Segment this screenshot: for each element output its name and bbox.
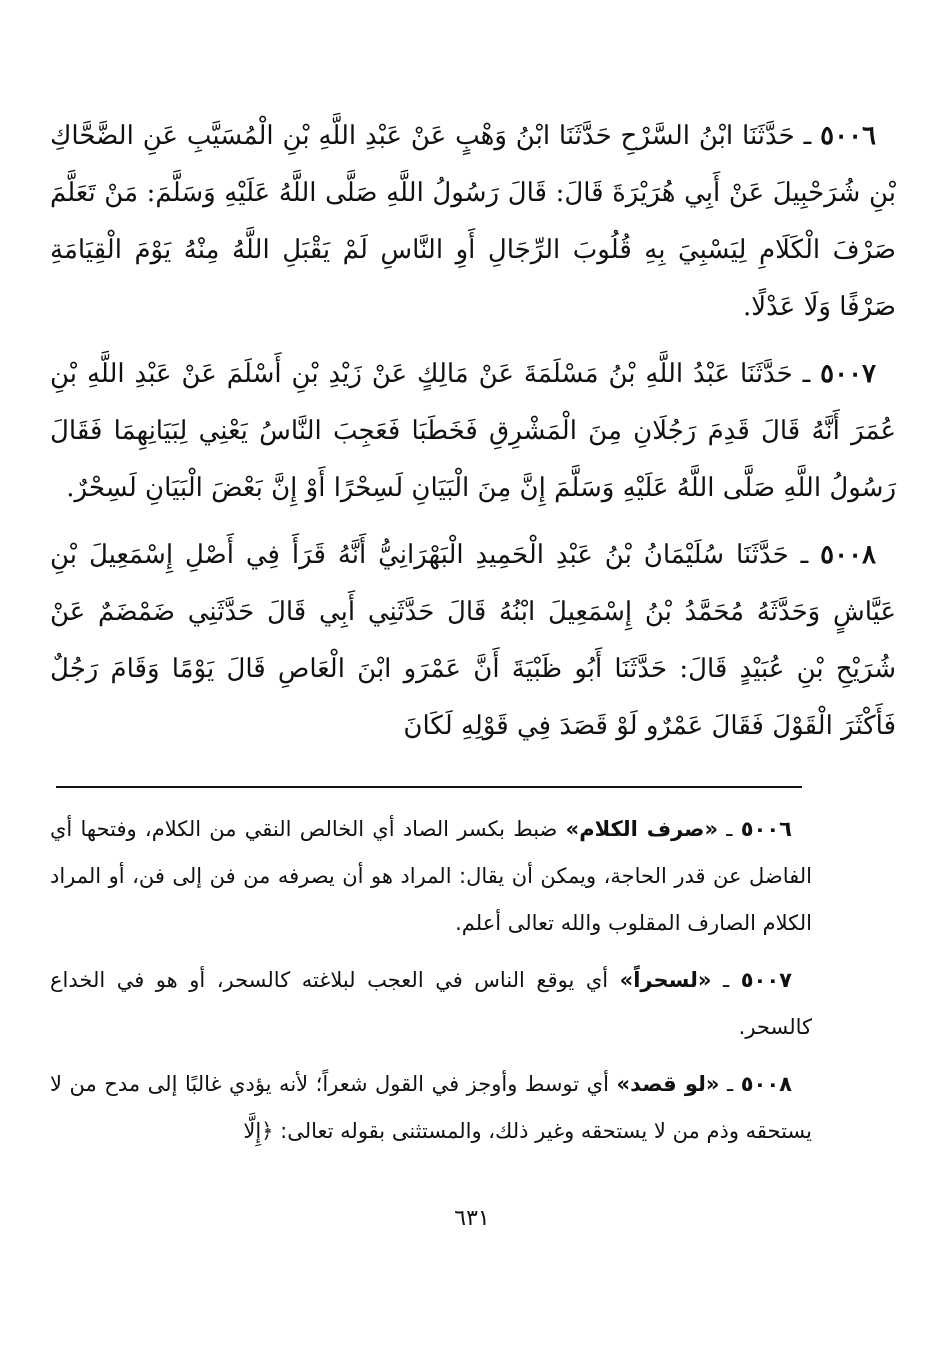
- footnote-term: «لو قصد»: [616, 1072, 720, 1096]
- hadith-paragraph: [50, 346, 896, 517]
- footnote-dash: ـ: [726, 817, 733, 841]
- hadith-paragraph: [50, 108, 896, 336]
- hadith-paragraph: [50, 527, 896, 755]
- hadith-text: ـ حَدَّثَنَا سُلَيْمَانُ بْنُ عَبْدِ الْحَمِيدِ الْبَهْرَانِيُّ أَنَّهُ قَرَأَ فِي أَصْلِ إِسْمَعِيلَ بْنِ عَيَّاشٍ وَحَدَّثَهُ مُحَمَّدُ بْنُ إِسْمَعِيلَ ابْنُهُ قَالَ حَدَّثَنِي أَبِي قَالَ حَدَّثَنِي ضَمْضَمٌ عَنْ شُرَيْحِ بْنِ عُبَيْدٍ قَالَ: حَدَّثَنَا أَبُو ظَبْيَةَ أَنَّ عَمْرَو ابْنَ الْعَاصِ قَالَ يَوْمًا وَقَامَ رَجُلٌ فَأَكْثَرَ الْقَوْلَ فَقَالَ عَمْرٌو لَوْ قَصَدَ فِي قَوْلِهِ لَكَانَ: [50, 540, 896, 741]
- footnote-number: ٥٠٠٧: [740, 968, 792, 992]
- hadith-text: ـ حَدَّثَنَا ابْنُ السَّرْحِ حَدَّثَنَا ابْنُ وَهْبٍ عَنْ عَبْدِ اللَّهِ بْنِ الْمُسَيَّبِ عَنِ الضَّحَّاكِ بْنِ شُرَحْبِيلَ عَنْ أَبِي هُرَيْرَةَ قَالَ: قَالَ رَسُولُ اللَّهِ صَلَّى اللَّهُ عَلَيْهِ وَسَلَّمَ: مَنْ تَعَلَّمَ صَرْفَ الْكَلَامِ لِيَسْبِيَ بِهِ قُلُوبَ الرِّجَالِ أَوِ النَّاسِ لَمْ يَقْبَلِ اللَّهُ مِنْهُ يَوْمَ الْقِيَامَةِ صَرْفًا وَلَا عَدْلًا.: [50, 121, 896, 322]
- footnote-paragraph: [50, 806, 812, 947]
- footnote-dash: ـ: [727, 1072, 734, 1096]
- footnote-paragraph: [50, 1061, 812, 1155]
- hadith-text-block: [50, 108, 896, 765]
- footnote-paragraph: [50, 957, 812, 1051]
- hadith-text: ـ حَدَّثَنَا عَبْدُ اللَّهِ بْنُ مَسْلَمَةَ عَنْ مَالِكٍ عَنْ زَيْدِ بْنِ أَسْلَمَ عَنْ عَبْدِ اللَّهِ بْنِ عُمَرَ أَنَّهُ قَالَ قَدِمَ رَجُلَانِ مِنَ الْمَشْرِقِ فَخَطَبَا فَعَجِبَ النَّاسُ يَعْنِي لِبَيَانِهِمَا فَقَالَ رَسُولُ اللَّهِ صَلَّى اللَّهُ عَلَيْهِ وَسَلَّمَ إِنَّ مِنَ الْبَيَانِ لَسِحْرًا أَوْ إِنَّ بَعْضَ الْبَيَانِ لَسِحْرٌ.: [50, 359, 896, 503]
- footnote-text: أي يوقع الناس في العجب لبلاغته كالسحر، أو هو في الخداع كالسحر.: [50, 968, 812, 1039]
- footnote-divider: [56, 786, 802, 788]
- footnote-text: ضبط بكسر الصاد أي الخالص النقي من الكلام، وفتحها أي الفاضل عن قدر الحاجة، ويمكن أن يقال: المراد هو أن يصرفه من فن إلى فن، أو المراد الكلام الصارف المقلوب والله تعالى أعلم.: [50, 817, 812, 935]
- hadith-number: ٥٠٠٦: [820, 121, 877, 151]
- footnote-number: ٥٠٠٦: [740, 817, 792, 841]
- footnote-term: «لسحراً»: [619, 968, 712, 992]
- footnote-number: ٥٠٠٨: [740, 1072, 793, 1096]
- page-number: ٦٣١: [454, 1206, 490, 1231]
- footnotes-block: [50, 806, 812, 1165]
- footnote-term: «صرف الكلام»: [565, 817, 719, 841]
- hadith-number: ٥٠٠٧: [820, 359, 877, 389]
- footnote-text: أي توسط وأوجز في القول شعراً؛ لأنه يؤدي غالبًا إلى مدح من لا يستحقه وذم من لا يستحقه وغير ذلك، والمستثنى بقوله تعالى: ﴿إِلَّا: [50, 1072, 812, 1143]
- hadith-number: ٥٠٠٨: [820, 540, 876, 570]
- footnote-dash: ـ: [723, 968, 730, 992]
